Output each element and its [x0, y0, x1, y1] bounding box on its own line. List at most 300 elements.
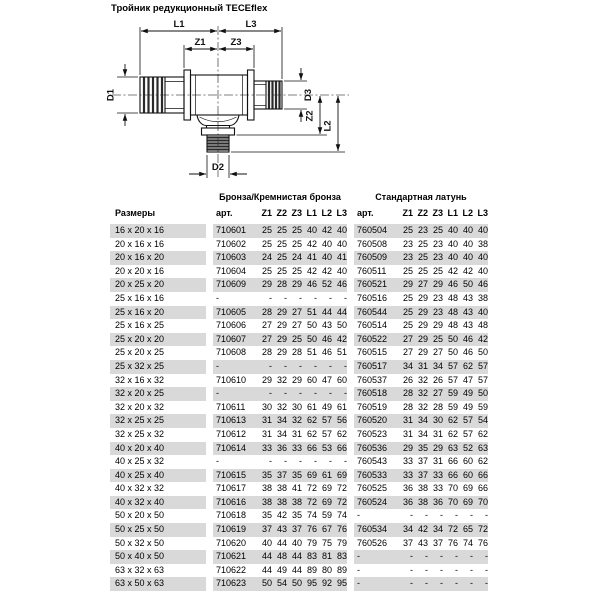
size-cell: 63 x 32 x 63: [115, 564, 165, 575]
brass-cells: [354, 265, 488, 279]
dim-value-cell: 27: [432, 347, 443, 358]
dim-value-cell: 40: [462, 225, 473, 235]
dim-value-cell: 27: [261, 333, 272, 344]
article-cell: 710605: [216, 306, 247, 317]
dim-value-cell: 76: [447, 537, 458, 548]
dim-value-cell: 27: [291, 320, 302, 331]
article-cell: 760518: [357, 388, 388, 399]
dim-value-cell: 44: [261, 551, 272, 562]
dim-value-cell: 31: [432, 456, 443, 467]
dim-value-cell: 25: [276, 225, 287, 235]
dim-value-cell: 47: [321, 374, 332, 385]
tee-fitting-diagram: [100, 16, 390, 188]
dim-value-cell: 36: [276, 442, 287, 453]
dim-value-cell: 28: [261, 347, 272, 358]
article-cell: 710616: [216, 496, 247, 507]
dim-value-cell: 59: [447, 388, 458, 399]
dim-value-cell: 25: [291, 265, 302, 276]
bronze-cells: [213, 278, 347, 292]
dim-value-cell: 37: [417, 469, 428, 480]
col-header: Z3: [432, 208, 443, 218]
article-cell: 760509: [357, 252, 388, 263]
dim-value-cell: -: [314, 456, 317, 467]
dim-value-cell: 46: [321, 333, 332, 344]
dim-value-cell: -: [314, 292, 317, 303]
size-cell: 20 x 16 x 16: [115, 238, 165, 249]
dim-value-cell: -: [284, 292, 287, 303]
table-row: [110, 469, 492, 483]
bronze-cells: [213, 550, 347, 564]
dim-value-cell: 52: [321, 279, 332, 290]
article-cell: 710622: [216, 564, 247, 575]
dim-value-cell: 46: [336, 279, 347, 290]
dim-value-cell: 40: [477, 265, 488, 276]
dim-value-cell: 66: [477, 469, 488, 480]
table-row: [110, 455, 492, 469]
table-row: [110, 251, 492, 265]
dim-value-cell: 23: [432, 238, 443, 249]
dim-value-cell: -: [410, 564, 413, 575]
col-header: Z2: [276, 208, 287, 218]
dim-value-cell: 42: [321, 225, 332, 235]
article-cell: 760514: [357, 320, 388, 331]
dim-value-cell: 40: [261, 537, 272, 548]
brass-cells: [354, 360, 488, 374]
dim-value-cell: 29: [276, 333, 287, 344]
size-column-header: Размеры: [115, 208, 156, 218]
dim-value-cell: 53: [321, 442, 332, 453]
article-cell: 710604: [216, 265, 247, 276]
dim-value-cell: 31: [261, 428, 272, 439]
dim-value-cell: 31: [261, 415, 272, 426]
col-header: L1: [306, 208, 317, 218]
dim-value-cell: 49: [276, 564, 287, 575]
col-header: L3: [336, 208, 347, 218]
dim-value-cell: 23: [432, 306, 443, 317]
dim-value-cell: 38: [417, 483, 428, 494]
dim-value-cell: 76: [336, 524, 347, 535]
dim-value-cell: 40: [477, 225, 488, 235]
dim-value-cell: 50: [477, 388, 488, 399]
dim-value-cell: -: [299, 388, 302, 399]
bronze-cells: [213, 482, 347, 496]
dim-value-cell: 27: [417, 279, 428, 290]
brass-cells: [354, 346, 488, 360]
dim-value-cell: 89: [306, 564, 317, 575]
dim-value-cell: 29: [417, 306, 428, 317]
dim-value-cell: 51: [306, 306, 317, 317]
dim-value-cell: 50: [447, 333, 458, 344]
article-cell: 710620: [216, 537, 247, 548]
dim-value-cell: 29: [261, 279, 272, 290]
brass-cells: [354, 319, 488, 333]
table-row: [110, 346, 492, 360]
dim-value-cell: 63: [477, 442, 488, 453]
dim-value-cell: 44: [291, 551, 302, 562]
dim-value-cell: 40: [336, 238, 347, 249]
dim-label-l3: L3: [245, 19, 257, 30]
dim-label-d2: D2: [211, 162, 225, 173]
dim-value-cell: 60: [306, 374, 317, 385]
dim-value-cell: -: [485, 551, 488, 562]
article-cell: 760524: [357, 496, 388, 507]
dim-value-cell: 36: [402, 483, 413, 494]
brass-cells: [354, 550, 488, 564]
dim-value-cell: 59: [447, 401, 458, 412]
dim-value-cell: 74: [306, 510, 317, 521]
dim-value-cell: 41: [291, 483, 302, 494]
article-cell: 760511: [357, 265, 387, 276]
brass-cells: [354, 292, 488, 306]
dim-value-cell: 38: [291, 496, 302, 507]
art-column-header: арт.: [216, 208, 233, 218]
dim-value-cell: 34: [276, 415, 287, 426]
brass-cells: [354, 577, 488, 591]
dim-value-cell: 25: [402, 265, 413, 276]
dim-value-cell: 33: [402, 456, 413, 467]
bronze-cells: [213, 374, 347, 388]
dim-value-cell: 34: [417, 415, 428, 426]
dim-value-cell: 42: [306, 238, 317, 249]
article-cell: -: [216, 292, 219, 303]
article-cell: 760534: [357, 524, 388, 535]
article-cell: 760536: [357, 442, 388, 453]
dim-value-cell: 32: [276, 374, 287, 385]
dim-value-cell: 44: [336, 306, 347, 317]
dim-value-cell: 60: [462, 456, 473, 467]
col-header: Z2: [417, 208, 428, 218]
dim-value-cell: 56: [336, 415, 347, 426]
table-body: [110, 224, 492, 591]
dim-value-cell: 62: [477, 428, 488, 439]
dim-value-cell: 50: [291, 578, 302, 589]
dim-value-cell: 25: [417, 265, 428, 276]
dim-label-l2: L2: [322, 120, 334, 132]
group-title-row: [110, 190, 492, 205]
article-cell: 760519: [357, 401, 388, 412]
dim-value-cell: -: [344, 388, 347, 399]
article-cell: 760543: [357, 456, 388, 467]
dim-value-cell: 26: [432, 374, 443, 385]
dim-value-cell: 57: [477, 374, 488, 385]
bronze-cells: [213, 292, 347, 306]
table-row: [110, 523, 492, 537]
dim-value-cell: 62: [447, 428, 458, 439]
dim-value-cell: 38: [477, 292, 488, 303]
dim-value-cell: -: [470, 510, 473, 521]
dim-value-cell: 38: [276, 496, 287, 507]
size-cell: 32 x 20 x 32: [115, 401, 165, 412]
article-cell: 710623: [216, 578, 247, 589]
dim-value-cell: 50: [462, 279, 473, 290]
dim-value-cell: 25: [261, 265, 272, 276]
article-cell: 710607: [216, 333, 247, 344]
article-cell: -: [216, 360, 219, 371]
dim-value-cell: 40: [321, 252, 332, 263]
dim-value-cell: 42: [306, 265, 317, 276]
dim-value-cell: 28: [432, 401, 443, 412]
dim-value-cell: 72: [477, 524, 488, 535]
dim-value-cell: -: [269, 360, 272, 371]
size-cell: 16 x 20 x 16: [110, 224, 206, 238]
article-cell: 710619: [216, 524, 247, 535]
brass-cells: [354, 414, 488, 428]
dim-label-d1: D1: [105, 88, 117, 102]
size-cell: 20 x 16 x 20: [110, 251, 206, 265]
size-cell: 32 x 16 x 32: [115, 374, 165, 385]
dim-value-cell: 27: [291, 306, 302, 317]
col-header: L3: [477, 208, 488, 218]
dim-value-cell: 25: [402, 306, 413, 317]
article-cell: 760521: [357, 279, 388, 290]
dim-value-cell: -: [314, 388, 317, 399]
dim-value-cell: 34: [402, 524, 413, 535]
brass-cells: [354, 238, 488, 252]
bronze-cells: [213, 414, 347, 428]
dim-value-cell: 34: [432, 360, 443, 371]
dim-value-cell: 31: [432, 428, 443, 439]
article-cell: 760516: [357, 292, 388, 303]
dim-value-cell: 41: [336, 252, 347, 263]
dim-value-cell: 29: [276, 320, 287, 331]
dim-value-cell: 32: [417, 388, 428, 399]
dim-value-cell: 43: [462, 306, 473, 317]
dim-label-l1: L1: [173, 19, 185, 30]
dim-value-cell: 38: [261, 496, 272, 507]
dim-value-cell: 25: [276, 252, 287, 263]
brass-headers: [354, 205, 488, 221]
dim-value-cell: -: [425, 564, 428, 575]
dim-value-cell: -: [269, 456, 272, 467]
dim-value-cell: 28: [291, 347, 302, 358]
dim-value-cell: -: [455, 564, 458, 575]
col-headers: [257, 205, 347, 221]
dim-value-cell: 36: [402, 496, 413, 507]
dim-value-cell: 28: [402, 388, 413, 399]
table-row: [110, 238, 492, 252]
brass-cells: [354, 428, 488, 442]
size-cell: 50 x 32 x 50: [115, 537, 165, 548]
dim-value-cell: 32: [417, 374, 428, 385]
dim-value-cell: 28: [402, 401, 413, 412]
dim-value-cell: 24: [261, 252, 272, 263]
dim-label-z3: Z3: [230, 37, 242, 48]
dim-value-cell: 51: [306, 347, 317, 358]
bronze-headers: [213, 205, 347, 221]
brass-cells: [354, 523, 488, 537]
dim-label-z2: Z2: [304, 110, 316, 122]
dim-value-cell: 83: [336, 551, 347, 562]
bronze-cells: [213, 455, 347, 469]
dim-value-cell: 42: [321, 265, 332, 276]
dim-value-cell: 34: [276, 428, 287, 439]
dim-label-d3: D3: [303, 88, 314, 102]
dim-value-cell: 29: [432, 279, 443, 290]
article-cell: -: [357, 510, 360, 521]
dim-value-cell: 38: [417, 496, 428, 507]
article-cell: 710614: [216, 442, 247, 453]
group-title-brass: Стандартная латунь: [375, 192, 467, 202]
dim-value-cell: 35: [261, 469, 272, 480]
dim-value-cell: 72: [306, 496, 317, 507]
dim-value-cell: -: [284, 456, 287, 467]
dim-value-cell: 72: [447, 524, 458, 535]
table-row: [110, 414, 492, 428]
brass-cells: [354, 224, 488, 238]
article-cell: 710602: [216, 238, 247, 249]
dim-value-cell: 57: [447, 360, 458, 371]
table-row: [110, 482, 492, 496]
table-row: [110, 550, 492, 564]
dim-value-cell: 29: [261, 374, 272, 385]
dim-value-cell: -: [455, 578, 458, 589]
dimension-table: [110, 190, 492, 591]
dim-value-cell: 48: [276, 551, 287, 562]
dim-value-cell: 44: [276, 537, 287, 548]
size-cell: 50 x 20 x 50: [115, 510, 165, 521]
brass-cells: [354, 401, 488, 415]
dim-value-cell: 25: [291, 225, 302, 235]
dim-value-cell: 48: [477, 320, 488, 331]
brass-cells: [354, 455, 488, 469]
article-cell: 710606: [216, 320, 247, 331]
article-cell: 760525: [357, 483, 388, 494]
dim-value-cell: 61: [336, 401, 347, 412]
article-cell: 710611: [216, 401, 246, 412]
dim-value-cell: -: [344, 360, 347, 371]
dim-value-cell: 23: [432, 292, 443, 303]
dim-value-cell: -: [470, 564, 473, 575]
brass-cells: [354, 496, 488, 510]
article-cell: 760537: [357, 374, 388, 385]
brass-cells: [354, 564, 488, 578]
table-row: [110, 360, 492, 374]
dim-value-cell: 40: [462, 252, 473, 263]
dim-value-cell: 29: [417, 320, 428, 331]
brass-cells: [354, 306, 488, 320]
dim-value-cell: 42: [447, 265, 458, 276]
dim-value-cell: 69: [321, 496, 332, 507]
bronze-cells: [213, 265, 347, 279]
dim-value-cell: -: [284, 388, 287, 399]
brass-cells: [354, 482, 488, 496]
page-title: Тройник редукционный TECEflex: [111, 3, 268, 14]
dim-value-cell: 47: [462, 374, 473, 385]
dim-value-cell: 92: [321, 578, 332, 589]
dim-value-cell: 25: [261, 225, 272, 235]
article-cell: 760522: [357, 333, 388, 344]
column-header-row: [110, 205, 492, 221]
article-cell: 710610: [216, 374, 247, 385]
dim-value-cell: 70: [477, 496, 488, 507]
dim-value-cell: 57: [477, 360, 488, 371]
dim-value-cell: 48: [447, 320, 458, 331]
dim-value-cell: 66: [336, 442, 347, 453]
dim-value-cell: 40: [477, 252, 488, 263]
dim-value-cell: -: [455, 551, 458, 562]
dim-value-cell: 57: [447, 374, 458, 385]
dim-value-cell: -: [410, 578, 413, 589]
dim-value-cell: 33: [261, 442, 272, 453]
dim-value-cell: 46: [321, 347, 332, 358]
size-cell: 20 x 25 x 20: [110, 278, 206, 292]
dim-value-cell: 80: [321, 564, 332, 575]
dim-value-cell: -: [470, 551, 473, 562]
dim-value-cell: 37: [291, 524, 302, 535]
table-row: [110, 306, 492, 320]
dim-label-z1: Z1: [194, 37, 206, 48]
article-cell: 710617: [216, 483, 247, 494]
dim-value-cell: 65: [462, 524, 473, 535]
table-row: [110, 333, 492, 347]
brass-cells: [354, 333, 488, 347]
dim-value-cell: 27: [432, 388, 443, 399]
dim-value-cell: 25: [402, 320, 413, 331]
group-title-bronze: Бронза/Кремнистая бронза: [219, 192, 341, 202]
size-cell: 50 x 40 x 50: [110, 550, 206, 564]
art-column-header: арт.: [357, 208, 374, 218]
dim-value-cell: 25: [276, 265, 287, 276]
dim-value-cell: 61: [321, 469, 332, 480]
dim-value-cell: 40: [447, 252, 458, 263]
article-cell: -: [216, 388, 219, 399]
dim-value-cell: 67: [321, 524, 332, 535]
dim-value-cell: 25: [291, 238, 302, 249]
bronze-cells: [213, 577, 347, 591]
article-cell: 710613: [216, 415, 247, 426]
dim-value-cell: 50: [336, 320, 347, 331]
dim-value-cell: 38: [261, 483, 272, 494]
bronze-cells: [213, 496, 347, 510]
dim-value-cell: 89: [336, 564, 347, 575]
dim-value-cell: 31: [417, 360, 428, 371]
dim-value-cell: 25: [291, 333, 302, 344]
dim-value-cell: 54: [477, 415, 488, 426]
dim-value-cell: 25: [432, 225, 443, 235]
article-cell: 760517: [357, 360, 388, 371]
dim-value-cell: 38: [276, 483, 287, 494]
table-row: [110, 537, 492, 551]
dim-value-cell: 62: [447, 415, 458, 426]
dim-value-cell: 63: [447, 442, 458, 453]
brass-cells: [354, 509, 488, 523]
dim-value-cell: 49: [462, 388, 473, 399]
bronze-cells: [213, 319, 347, 333]
dim-value-cell: 25: [261, 238, 272, 249]
dim-value-cell: 33: [432, 469, 443, 480]
dim-value-cell: 49: [462, 401, 473, 412]
dim-value-cell: -: [329, 360, 332, 371]
dim-value-cell: 27: [261, 320, 272, 331]
dim-value-cell: 62: [462, 360, 473, 371]
article-cell: 710609: [216, 279, 247, 290]
dim-value-cell: 95: [336, 578, 347, 589]
article-cell: 710621: [216, 551, 247, 562]
dim-value-cell: 26: [402, 374, 413, 385]
dim-value-cell: -: [485, 578, 488, 589]
brass-cells: [354, 251, 488, 265]
dim-value-cell: 48: [447, 292, 458, 303]
size-cell: 32 x 25 x 25: [110, 414, 206, 428]
dim-value-cell: -: [329, 388, 332, 399]
dim-value-cell: 72: [336, 496, 347, 507]
article-cell: -: [357, 578, 360, 589]
article-cell: 760526: [357, 537, 388, 548]
dim-value-cell: -: [299, 360, 302, 371]
dim-value-cell: 44: [261, 564, 272, 575]
size-cell: 32 x 20 x 25: [110, 387, 206, 401]
dim-value-cell: 59: [321, 510, 332, 521]
